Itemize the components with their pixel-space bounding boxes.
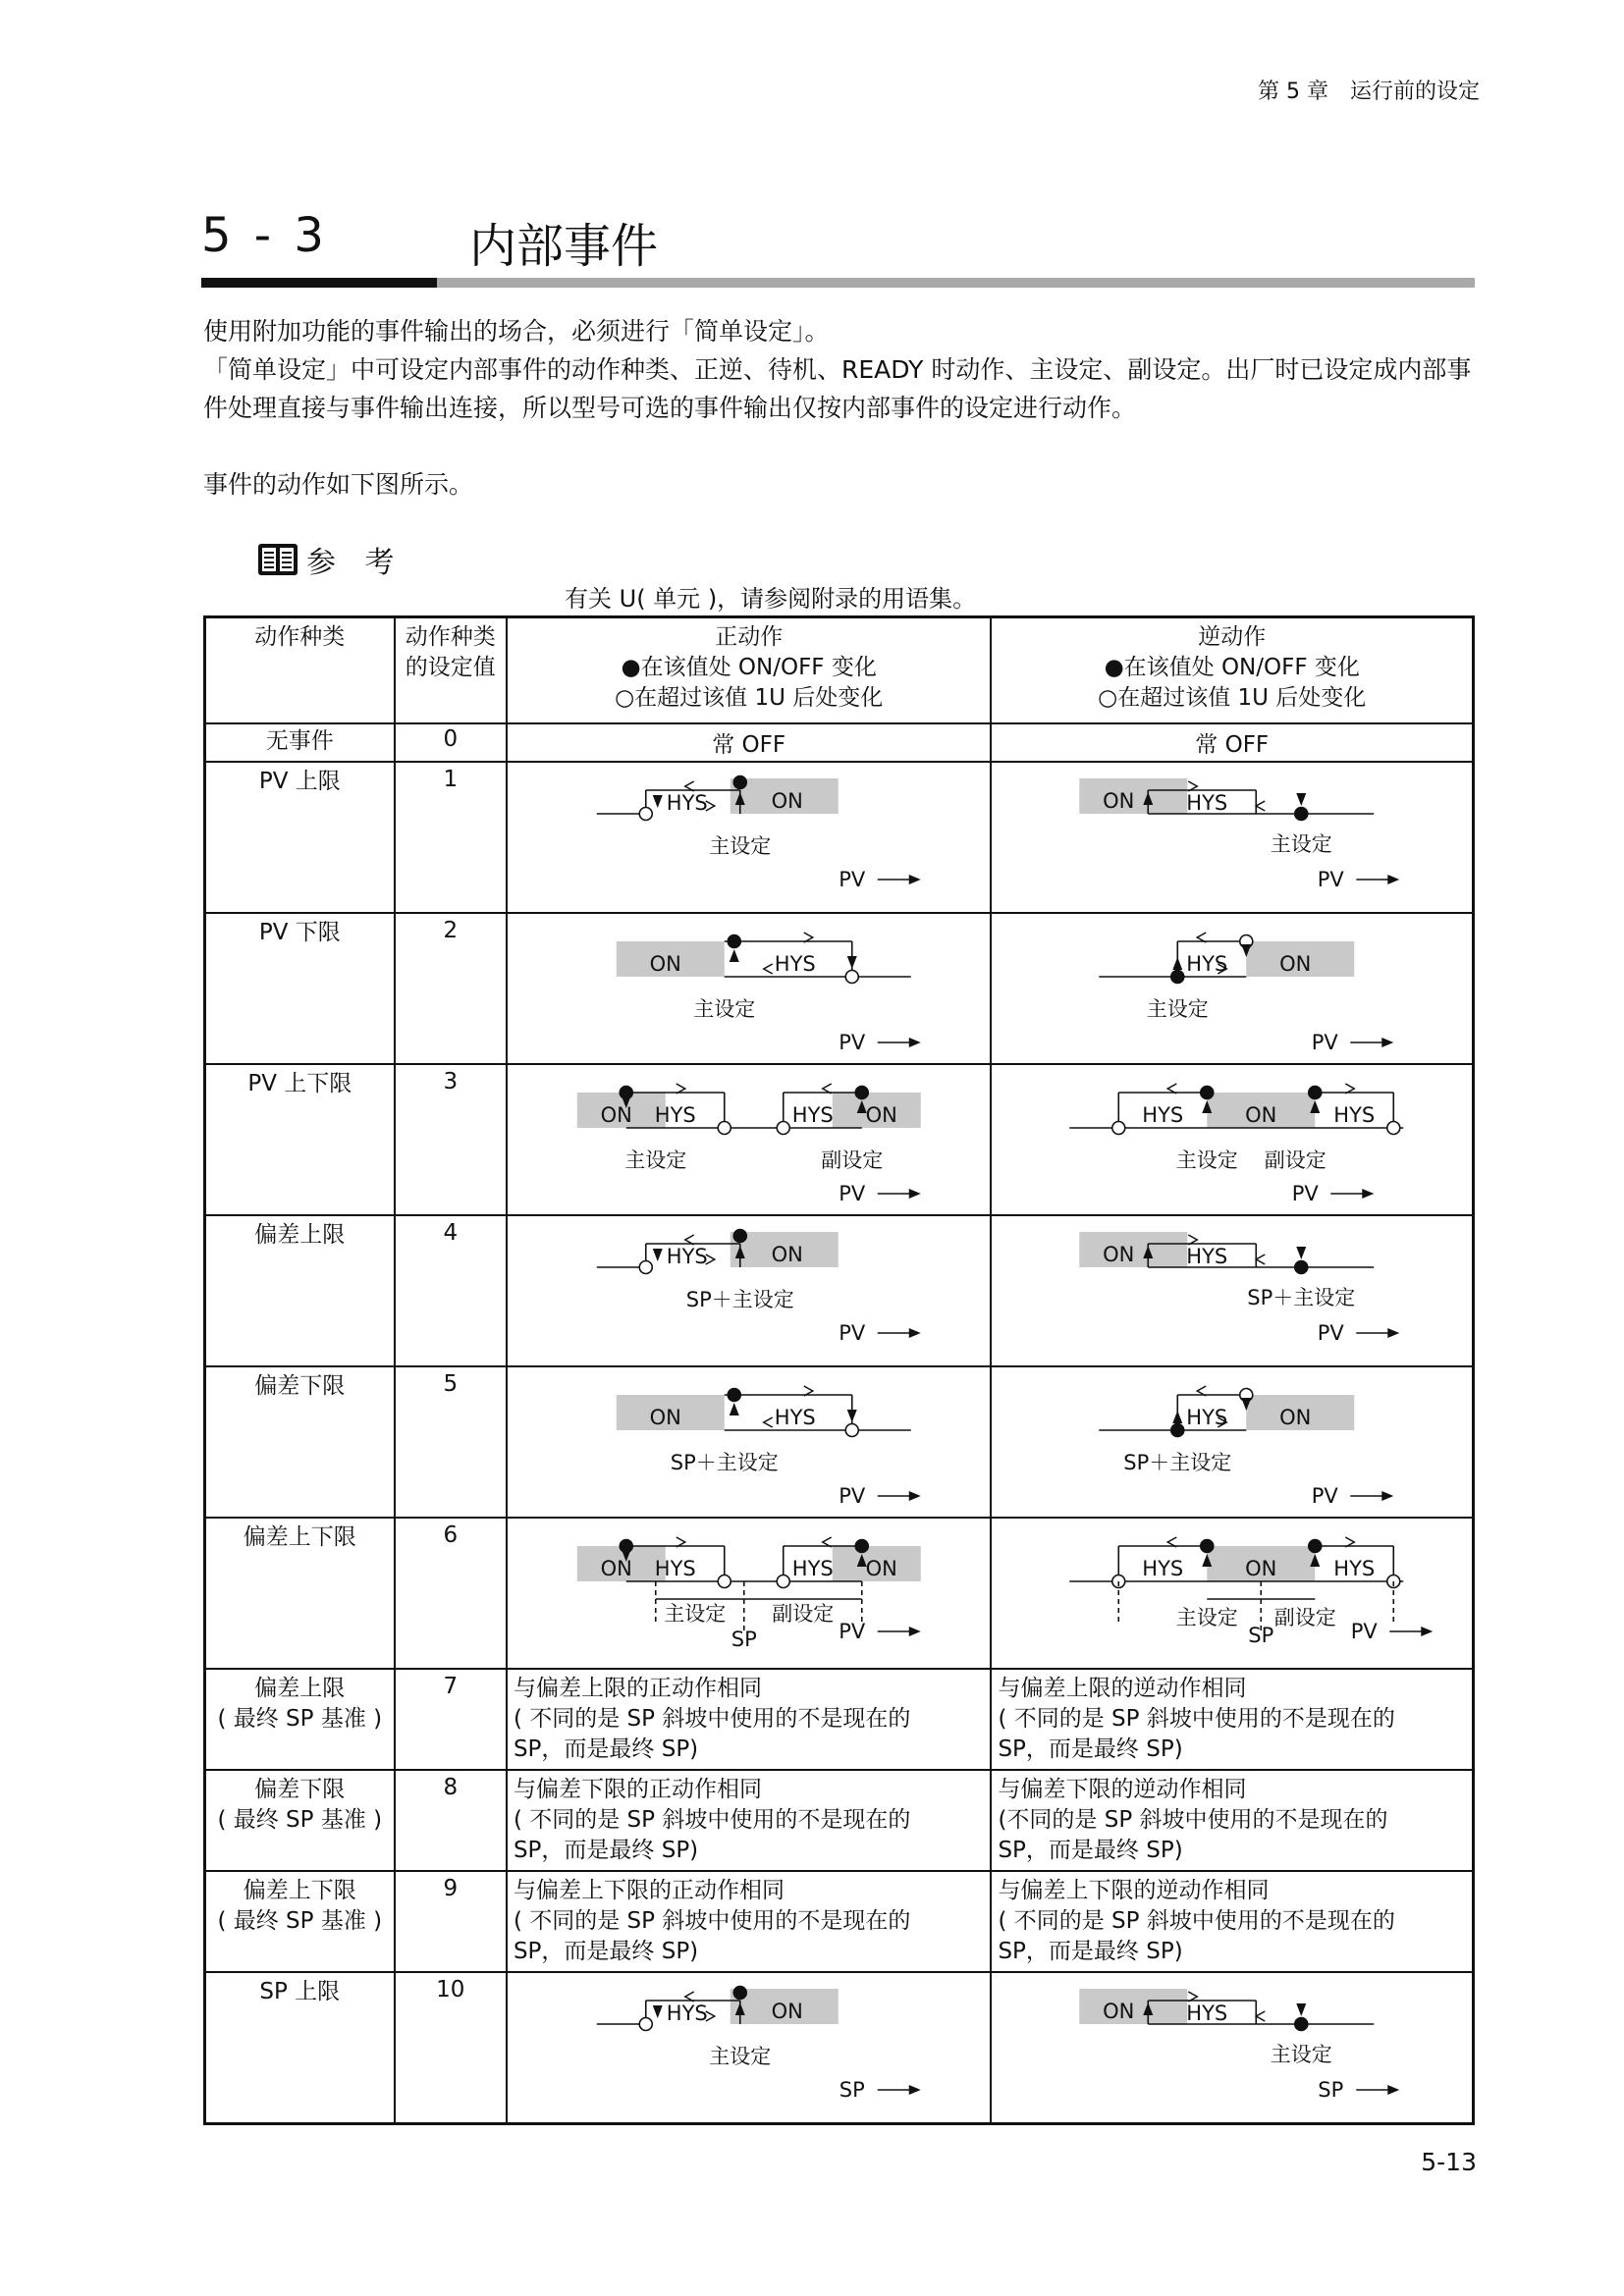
row-direct: 与偏差下限的正动作相同 ( 不同的是 SP 斜坡中使用的不是现在的 SP，而是最终 SP): [507, 1770, 992, 1871]
setpoint-main-label: 主设定: [1176, 1606, 1239, 1629]
setpoint-sub-label: 副设定: [1265, 1148, 1327, 1172]
row-code: 10: [395, 1972, 507, 2124]
row-type: SP 上限: [205, 1972, 395, 2124]
table-row: [205, 1669, 1474, 1770]
header-code: 动作种类 的设定值: [395, 617, 507, 724]
chevron-left-icon: [764, 964, 773, 974]
axis-label: PV: [1318, 868, 1345, 891]
table-row: [205, 1064, 1474, 1215]
row-reverse: [991, 1064, 1473, 1215]
axis-arrow-icon: [1388, 1328, 1400, 1338]
header-reverse: 逆动作 ●在该值处 ON/OFF 变化 ○在超过该值 1U 后处变化: [991, 617, 1473, 724]
setpoint-dot-open: [718, 1122, 731, 1135]
setpoint-dot-open: [777, 1122, 789, 1135]
hys-label: HYS: [1333, 1103, 1376, 1127]
setpoint-sub-label: 副设定: [821, 1148, 884, 1172]
setpoint-dot-filled: [1171, 1424, 1184, 1437]
row-reverse: [991, 913, 1473, 1064]
arrow-up-icon: [730, 949, 739, 962]
row-direct: 与偏差上下限的正动作相同 ( 不同的是 SP 斜坡中使用的不是现在的 SP，而是最终 SP): [507, 1871, 992, 1972]
axis-label: PV: [839, 1484, 866, 1508]
setpoint-dot-open: [777, 1575, 789, 1588]
axis-arrow-icon: [909, 1189, 921, 1199]
table-header-row: [205, 617, 1474, 724]
setpoint-dot-open: [639, 808, 652, 821]
setpoint-main-label: 主设定: [624, 1148, 687, 1172]
arrow-up-icon: [730, 1403, 739, 1415]
arrow-down-icon: [653, 795, 663, 808]
row-code: 1: [395, 762, 507, 913]
axis-label: PV: [1351, 1620, 1379, 1643]
hys-label: HYS: [791, 1103, 834, 1127]
setpoint-label: 主设定: [1271, 832, 1333, 856]
row-type: 偏差下限: [205, 1366, 395, 1518]
setpoint-label: 主设定: [693, 997, 756, 1021]
row-code: 5: [395, 1366, 507, 1518]
row-reverse: [991, 1215, 1473, 1366]
on-label: ON: [600, 1103, 632, 1127]
setpoint-label: SP＋主设定: [670, 1451, 779, 1474]
hys-label: HYS: [774, 952, 816, 976]
row-direct: [507, 1366, 992, 1518]
section-rule-accent: [201, 278, 437, 288]
setpoint-dot-filled: [733, 776, 746, 789]
row-type: 偏差下限 ( 最终 SP 基准 ): [205, 1770, 395, 1871]
event-action-table: [203, 615, 1475, 2125]
row-type: 偏差上限: [205, 1215, 395, 1366]
table-row: [205, 1972, 1474, 2124]
row-code: 2: [395, 913, 507, 1064]
setpoint-dot-filled: [1309, 1087, 1322, 1099]
row-code: 4: [395, 1215, 507, 1366]
setpoint-label: SP＋主设定: [685, 1288, 794, 1311]
row-type: 偏差上下限 ( 最终 SP 基准 ): [205, 1871, 395, 1972]
pv-high-low-reverse-diagram: [998, 1069, 1466, 1210]
row-code: 3: [395, 1064, 507, 1215]
setpoint-dot-filled: [1201, 1087, 1214, 1099]
arrow-down-icon: [1297, 1247, 1307, 1259]
hys-label: HYS: [1186, 952, 1228, 976]
axis-label: PV: [1318, 1321, 1345, 1345]
setpoint-dot-filled: [728, 935, 740, 948]
row-type: 无事件: [205, 723, 395, 762]
setpoint-dot-filled: [728, 1389, 740, 1402]
table-row: [205, 1215, 1474, 1366]
row-type: 偏差上下限: [205, 1518, 395, 1669]
hys-label: HYS: [654, 1103, 696, 1127]
row-direct: 常 OFF: [507, 723, 992, 762]
setpoint-main-label: 主设定: [1176, 1148, 1239, 1172]
axis-arrow-icon: [909, 875, 921, 884]
axis-arrow-icon: [1382, 1491, 1394, 1501]
chevron-left-icon: [1257, 1255, 1266, 1264]
hys-label: HYS: [1186, 1245, 1228, 1268]
on-label: ON: [865, 1557, 897, 1580]
axis-label: PV: [1312, 1484, 1339, 1508]
pv-high-reverse-diagram: [998, 767, 1466, 908]
setpoint-dot-filled: [1201, 1540, 1214, 1553]
setpoint-label: 主设定: [1271, 2043, 1333, 2066]
arrow-down-icon: [653, 2005, 663, 2018]
row-reverse: [991, 762, 1473, 913]
arrow-down-icon: [847, 956, 857, 969]
setpoint-dot-open: [845, 1424, 858, 1437]
arrow-down-icon: [1297, 2003, 1307, 2016]
deviation-low-direct-diagram: [514, 1371, 985, 1513]
arrow-down-icon: [653, 1249, 663, 1261]
chevron-left-icon: [1257, 2011, 1266, 2021]
arrow-down-icon: [1297, 793, 1307, 806]
setpoint-dot-open: [1112, 1122, 1125, 1135]
hys-label: HYS: [1186, 2002, 1228, 2025]
arrow-up-icon: [1173, 957, 1183, 970]
on-label: ON: [649, 1406, 681, 1429]
setpoint-main-label: 主设定: [664, 1602, 727, 1626]
deviation-high-direct-diagram: [514, 1220, 985, 1362]
pv-low-reverse-diagram: [998, 918, 1466, 1059]
page-number: 5-13: [1421, 2148, 1477, 2176]
hys-label: HYS: [666, 791, 708, 815]
arrow-down-icon: [847, 1410, 857, 1422]
on-label: ON: [771, 1243, 803, 1266]
row-code: 9: [395, 1871, 507, 1972]
axis-arrow-icon: [1363, 1189, 1375, 1199]
header-type: 动作种类: [205, 617, 395, 724]
setpoint-dot-filled: [855, 1540, 868, 1553]
axis-arrow-icon: [1388, 2085, 1400, 2095]
row-type: PV 上限: [205, 762, 395, 913]
row-reverse: 常 OFF: [991, 723, 1473, 762]
deviation-high-low-direct-diagram: [514, 1522, 985, 1664]
setpoint-dot-filled: [855, 1087, 868, 1099]
deviation-high-reverse-diagram: [998, 1220, 1466, 1362]
hys-label: HYS: [774, 1406, 816, 1429]
axis-label: PV: [839, 1321, 866, 1345]
book-icon: [257, 542, 298, 577]
setpoint-sub-label: 副设定: [772, 1602, 835, 1626]
on-label: ON: [1245, 1103, 1277, 1127]
row-code: 0: [395, 723, 507, 762]
row-code: 7: [395, 1669, 507, 1770]
on-label: ON: [1279, 1406, 1312, 1429]
row-direct: 与偏差上限的正动作相同 ( 不同的是 SP 斜坡中使用的不是现在的 SP，而是最终 SP): [507, 1669, 992, 1770]
hys-label: HYS: [666, 1245, 708, 1268]
row-type: 偏差上限 ( 最终 SP 基准 ): [205, 1669, 395, 1770]
setpoint-dot-open: [639, 1261, 652, 1274]
deviation-low-reverse-diagram: [998, 1371, 1466, 1513]
on-label: ON: [771, 789, 803, 813]
axis-label: PV: [839, 1031, 866, 1054]
on-label: ON: [1103, 789, 1135, 813]
table-row: [205, 1770, 1474, 1871]
hys-label: HYS: [654, 1557, 696, 1580]
on-label: ON: [1103, 2000, 1135, 2023]
row-type: PV 上下限: [205, 1064, 395, 1215]
reference-heading: [257, 538, 405, 581]
hys-label: HYS: [1186, 791, 1228, 815]
setpoint-label: SP＋主设定: [1123, 1451, 1232, 1474]
axis-arrow-icon: [909, 1328, 921, 1338]
on-label: ON: [600, 1557, 632, 1580]
setpoint-sub-label: 副设定: [1274, 1606, 1337, 1629]
table-row: [205, 762, 1474, 913]
table-row: [205, 913, 1474, 1064]
axis-arrow-icon: [1388, 875, 1400, 884]
setpoint-dot-filled: [733, 1230, 746, 1243]
deviation-high-low-reverse-diagram: [998, 1522, 1466, 1664]
setpoint-dot-filled: [1295, 1261, 1308, 1274]
row-reverse: 与偏差下限的逆动作相同 (不同的是 SP 斜坡中使用的不是现在的 SP，而是最终 SP): [991, 1770, 1473, 1871]
hys-label: HYS: [1186, 1406, 1228, 1429]
hys-label: HYS: [1142, 1557, 1184, 1580]
row-reverse: [991, 1972, 1473, 2124]
intro-paragraph-2: 「简单设定」中可设定内部事件的动作种类、正逆、待机、READY 时动作、主设定、副设定。出厂时已设定成内部事件处理直接与事件输出连接，所以型号可选的事件输出仅按内部事件的设定进行动作。: [203, 355, 1472, 422]
intro-paragraph-3: 事件的动作如下图所示。: [203, 470, 474, 499]
table-row: [205, 723, 1474, 762]
setpoint-dot-open: [845, 971, 858, 984]
setpoint-label: 主设定: [1147, 997, 1210, 1021]
row-direct: [507, 1064, 992, 1215]
axis-arrow-icon: [1422, 1627, 1434, 1636]
axis-arrow-icon: [909, 2085, 921, 2095]
pv-low-direct-diagram: [514, 918, 985, 1059]
pv-high-low-direct-diagram: [514, 1069, 985, 1210]
reference-note: 有关 U( 单元 )，请参阅附录的用语集。: [565, 585, 977, 613]
hys-label: HYS: [1142, 1103, 1184, 1127]
hys-label: HYS: [791, 1557, 834, 1580]
pv-high-direct-diagram: [514, 767, 985, 908]
hys-label: HYS: [1333, 1557, 1376, 1580]
axis-label: PV: [1292, 1182, 1320, 1205]
hys-label: HYS: [666, 2002, 708, 2025]
row-reverse: [991, 1518, 1473, 1669]
axis-label: PV: [839, 1182, 866, 1205]
row-direct: [507, 1972, 992, 2124]
setpoint-dot-filled: [1171, 971, 1184, 984]
row-code: 8: [395, 1770, 507, 1871]
row-type: PV 下限: [205, 913, 395, 1064]
section-title: 内部事件: [469, 219, 659, 274]
on-label: ON: [1103, 1243, 1135, 1266]
setpoint-dot-open: [718, 1575, 731, 1588]
reference-label: 参 考: [306, 546, 405, 580]
setpoint-dot-open: [639, 2018, 652, 2031]
table-row: [205, 1871, 1474, 1972]
axis-label: PV: [1312, 1031, 1339, 1054]
setpoint-label: SP＋主设定: [1247, 1286, 1356, 1309]
on-label: ON: [1245, 1557, 1277, 1580]
setpoint-dot-open: [1387, 1122, 1400, 1135]
table-row: [205, 1518, 1474, 1669]
setpoint-label: 主设定: [709, 2045, 772, 2068]
axis-arrow-icon: [909, 1627, 921, 1636]
on-label: ON: [1279, 952, 1312, 976]
row-reverse: 与偏差上下限的逆动作相同 ( 不同的是 SP 斜坡中使用的不是现在的 SP，而是最终 SP): [991, 1871, 1473, 1972]
axis-label: SP: [839, 2078, 865, 2102]
row-reverse: 与偏差上限的逆动作相同 ( 不同的是 SP 斜坡中使用的不是现在的 SP，而是最终 SP): [991, 1669, 1473, 1770]
on-label: ON: [771, 2000, 803, 2023]
chapter-header: 第 5 章 运行前的设定: [1258, 80, 1480, 104]
row-code: 6: [395, 1518, 507, 1669]
sp-high-reverse-diagram: [998, 1977, 1466, 2118]
row-direct: [507, 762, 992, 913]
axis-arrow-icon: [909, 1038, 921, 1047]
on-label: ON: [865, 1103, 897, 1127]
row-direct: [507, 913, 992, 1064]
chevron-left-icon: [764, 1417, 773, 1427]
sp-label: SP: [1248, 1624, 1274, 1647]
row-direct: [507, 1215, 992, 1366]
chevron-left-icon: [1257, 801, 1266, 811]
axis-label: SP: [1318, 2078, 1344, 2102]
setpoint-dot-filled: [1309, 1540, 1322, 1553]
intro-paragraph-1: 使用附加功能的事件输出的场合，必须进行「简单设定」。: [203, 317, 830, 346]
intro-text: [203, 312, 1480, 504]
header-direct: 正动作 ●在该值处 ON/OFF 变化 ○在超过该值 1U 后处变化: [507, 617, 992, 724]
setpoint-dot-filled: [733, 1987, 746, 2000]
on-label: ON: [649, 952, 681, 976]
axis-arrow-icon: [1382, 1038, 1394, 1047]
axis-label: PV: [839, 1620, 866, 1643]
axis-label: PV: [839, 868, 866, 891]
arrow-up-icon: [1173, 1411, 1183, 1423]
sp-high-direct-diagram: [514, 1977, 985, 2118]
setpoint-dot-filled: [1295, 808, 1308, 821]
row-reverse: [991, 1366, 1473, 1518]
setpoint-dot-filled: [1295, 2018, 1308, 2031]
section-number: 5 - 3: [201, 208, 328, 263]
sp-label: SP: [731, 1628, 757, 1651]
row-direct: [507, 1518, 992, 1669]
axis-arrow-icon: [909, 1491, 921, 1501]
table-row: [205, 1366, 1474, 1518]
setpoint-label: 主设定: [709, 834, 772, 858]
